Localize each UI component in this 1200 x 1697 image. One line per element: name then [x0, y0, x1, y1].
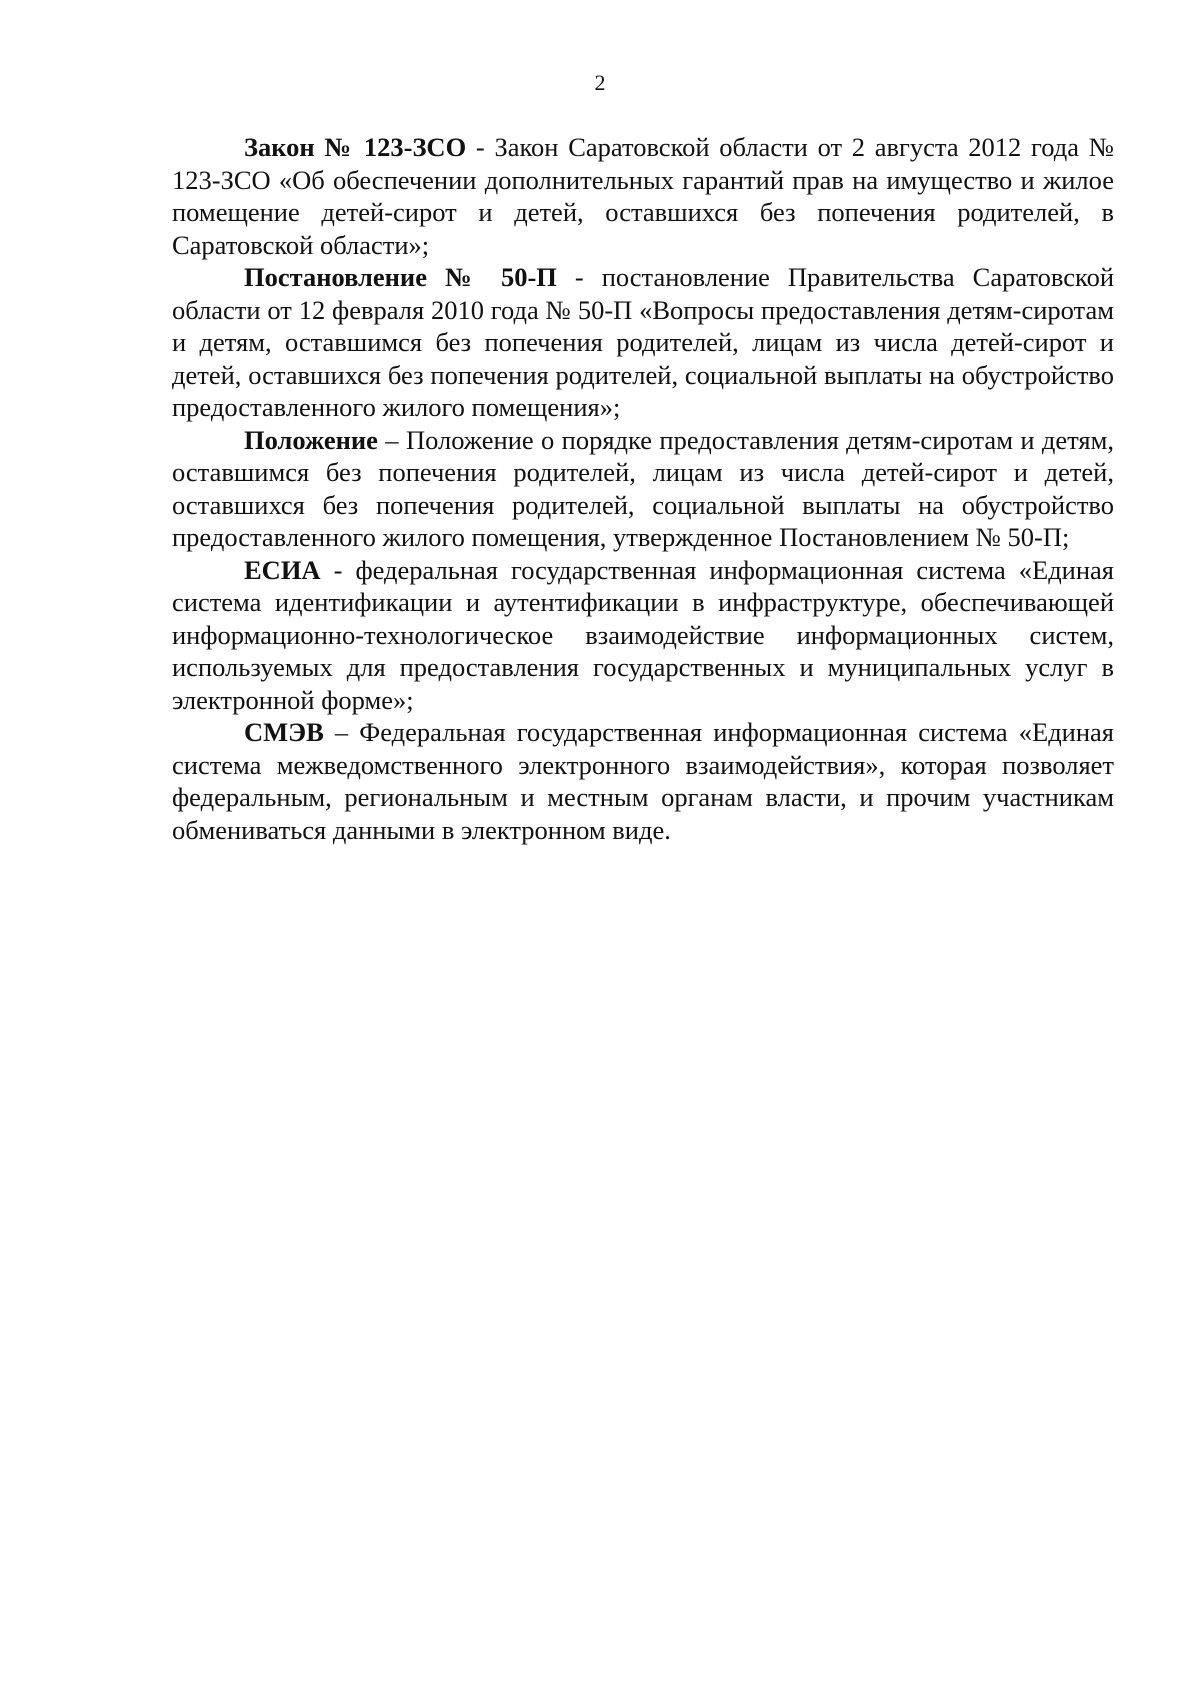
definition-text: – Положение о порядке предоставления детям-сиротам и детям, оставшимся без попечения родителей, лицам из числа детей-сирот и детей, оставшихся без попечения родителей, социальной выплаты на обустройство предоставленного жилого помещения, утвержденное Постановлением № 50-П;	[172, 424, 1114, 552]
definition-smev	[172, 716, 1114, 846]
definition-text: - федеральная государственная информационная система «Единая система идентификации и аутентификации в инфраструктуре, обеспечивающей информационно-технологическое взаимодействие информационных систем, используемых для предоставления государственных и муниципальных услуг в электронной форме»;	[172, 554, 1114, 715]
definition-resolution-50-p	[172, 261, 1114, 424]
definition-text: - постановление Правительства Саратовской области от 12 февраля 2010 года № 50-П «Вопросы предоставления детям-сиротам и детям, оставшимся без попечения родителей, лицам из числа детей-сирот и детей, оставшихся без попечения родителей, социальной выплаты на обустройство предоставленного жилого помещения»;	[172, 262, 1115, 422]
definition-regulation	[172, 424, 1114, 554]
definition-term: Закон № 123-ЗСО	[244, 132, 467, 162]
definition-term: ЕСИА	[244, 554, 321, 585]
definition-text: – Федеральная государственная информационная система «Единая система межведомственного электронного взаимодействия», которая позволяет федеральным, региональным и местным органам власти, и прочим участникам обмениваться данными в электронном виде.	[172, 717, 1114, 845]
definition-term: Положение	[244, 424, 378, 455]
page-number: 2	[594, 70, 606, 95]
definition-esia	[172, 554, 1114, 717]
definition-term: Постановление № 50-П	[244, 262, 557, 292]
definitions-list	[172, 131, 1114, 846]
definition-law-123-zso	[172, 131, 1114, 261]
definition-term: СМЭВ	[244, 717, 324, 747]
definition-text: - Закон Саратовской области от 2 августа 2012 года № 123-ЗСО «Об обеспечении дополнительных гарантий прав на имущество и жилое помещение детей-сирот и детей, оставшихся без попечения родителей, в Саратовской области»;	[172, 132, 1114, 260]
